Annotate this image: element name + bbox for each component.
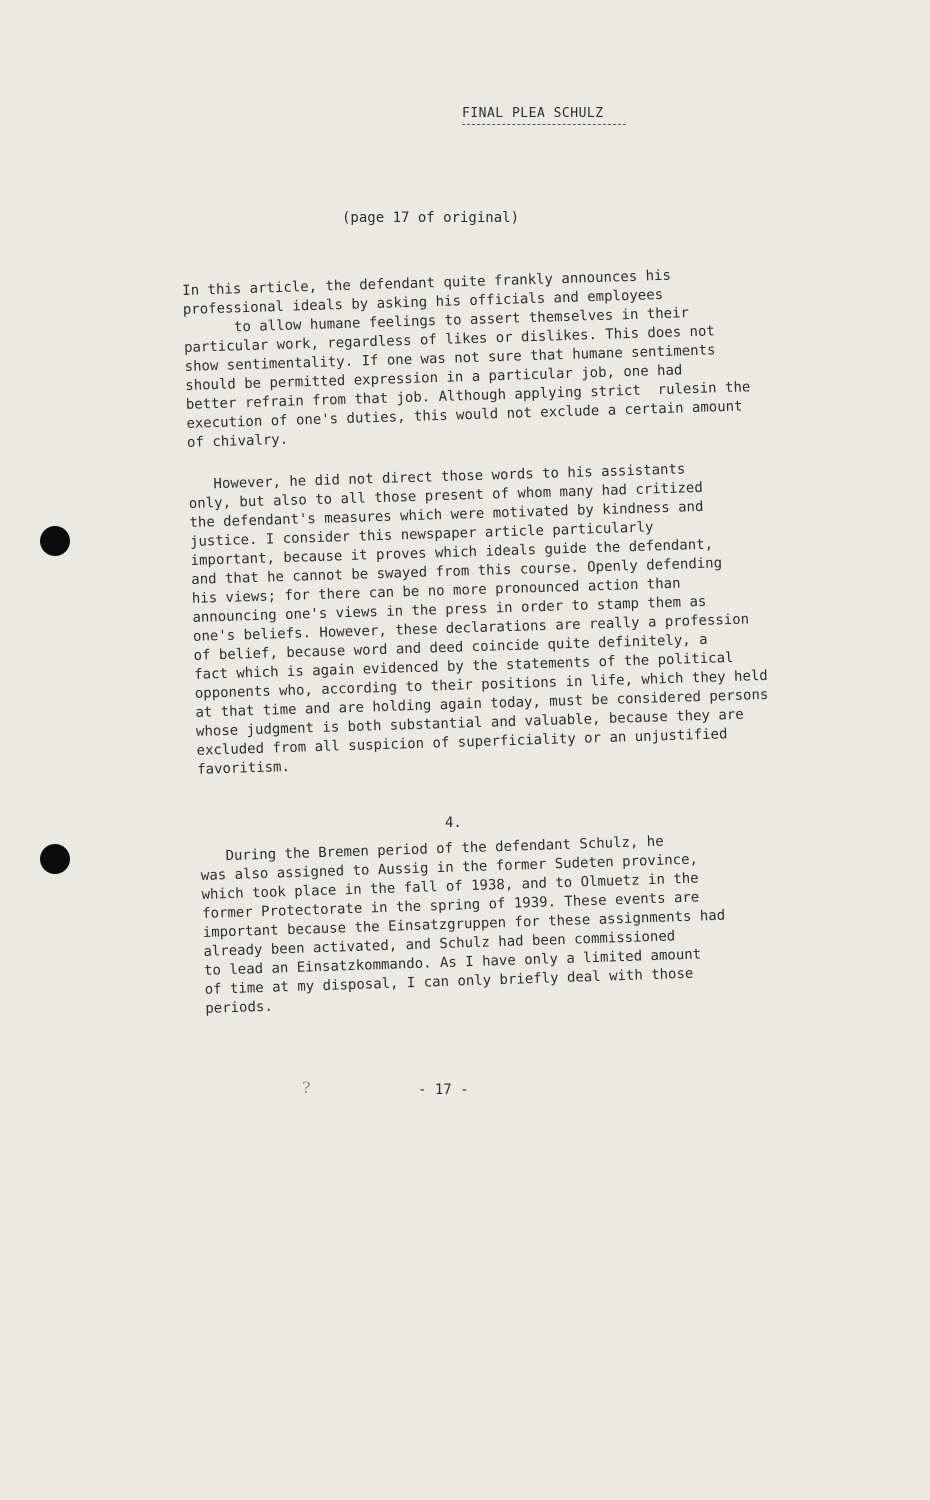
paragraph-bremen-period: During the Bremen period of the defendant Schulz, he was also assigned to Aussig in the former Sudeten province, which took place in the fall of 1938, and to Olmuetz in the former Protectorate in the spring of 1939. These events are important because the Einsatzgruppen for these assignments had already been activated, and Schulz had been commissioned to lead an Einsatzkommando. As I have only a limited amount of time at my disposal, I can only briefly deal with those periods.: [200, 833, 726, 1017]
paragraph-article-ideals: In this article, the defendant quite frankly announces his professional ideals by asking his officials and employees to allow humane feelings to assert themselves in their particular work, regardless of likes or dislikes. This does not show sentimentality. If one was not sure that humane sentiments should be permitted expression in a particular job, one had better refrain from that job. Although applying strict rulesin the execution of one's duties, this would not exclude a certain amount of chivalry.: [182, 267, 751, 451]
paragraph-assistants: However, he did not direct those words to his assistants only, but also to all those present of whom many had critized the defendant's measures which were motivated by kindness and justice. I consider this newspaper article particularly important, because it proves which ideals guide the defendant, and that he cannot be swayed from this course. Openly defending his views; for there can be no more pronounced action than announcing one's views in the press in order to stamp them as one's beliefs. However, these declarations are really a profession of belief, because word and deed coincide quite definitely, a fact which is again evidenced by the statements of the political opponents who, according to their positions in life, which they held at that time and are holding again today, must be considered persons whose judgment is both substantial and valuable, because they are excluded from all suspicion of superficiality or an unjustified favoritism.: [188, 461, 769, 778]
section-number: 4.: [445, 815, 462, 831]
handwritten-margin-mark: ?: [302, 1078, 311, 1097]
document-header: FINAL PLEA SCHULZ: [462, 106, 604, 121]
header-underline: [462, 124, 626, 125]
punch-hole-upper: [40, 526, 70, 556]
page-number: - 17 -: [418, 1082, 469, 1098]
punch-hole-lower: [40, 844, 70, 874]
original-page-reference: (page 17 of original): [342, 210, 520, 226]
